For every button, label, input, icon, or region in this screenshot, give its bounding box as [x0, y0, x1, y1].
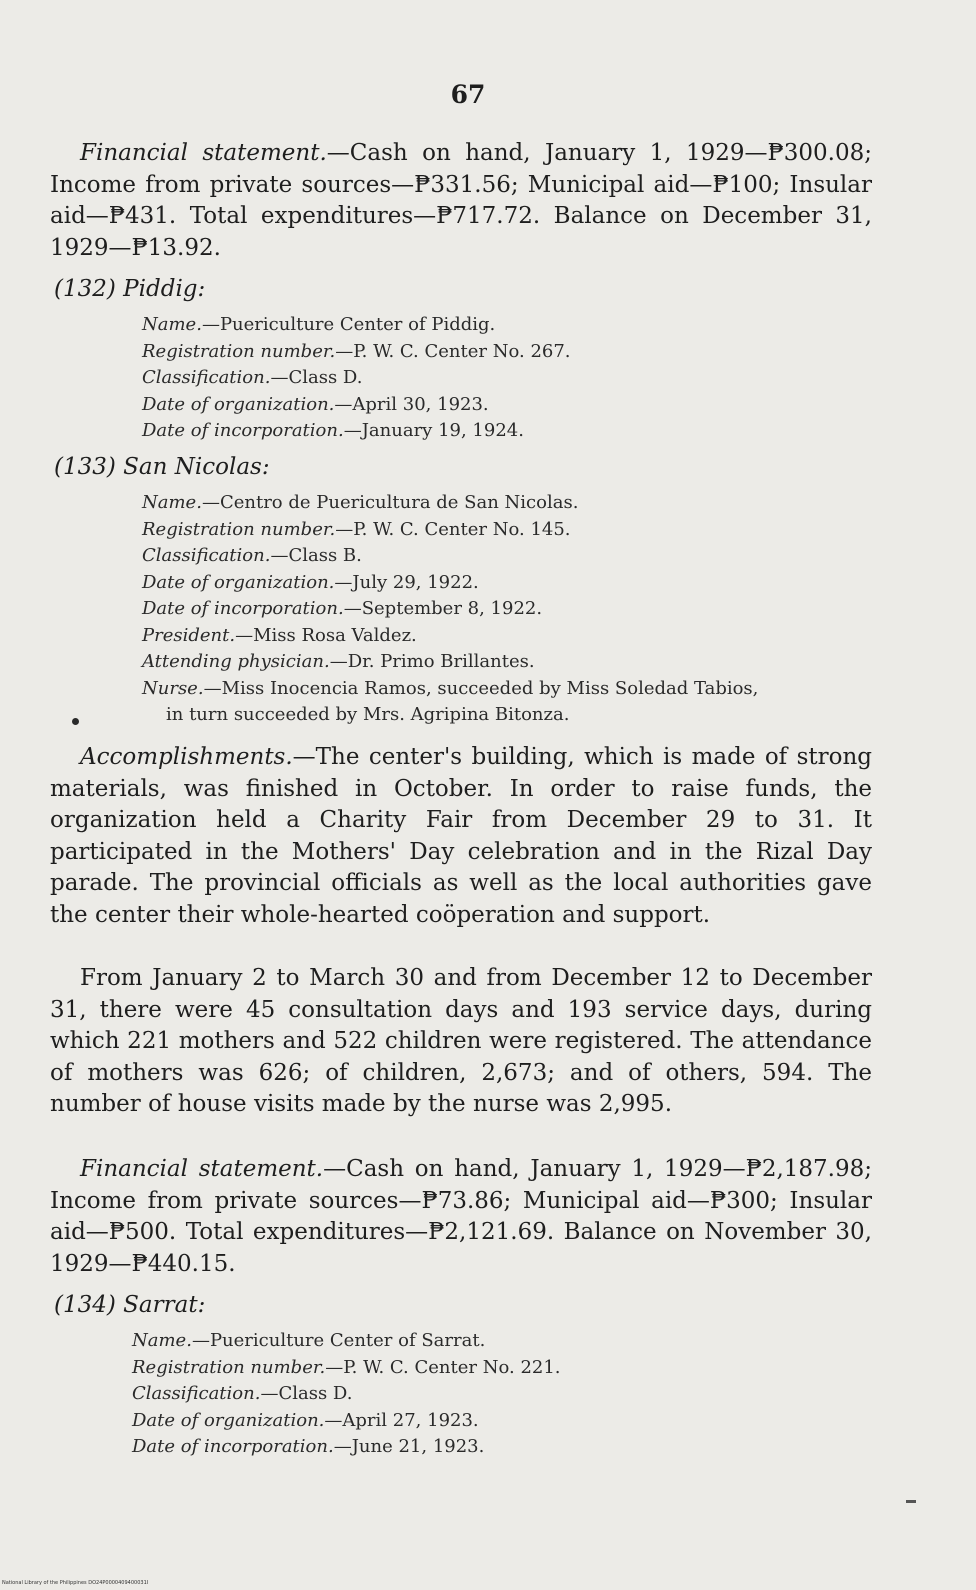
entry-value: —P. W. C. Center No. 267.: [335, 340, 571, 362]
entry-registration: [142, 517, 882, 544]
entry-name: [132, 1328, 872, 1355]
entry-registration: [142, 339, 882, 366]
entry-label: Classification.: [132, 1383, 261, 1404]
paragraph-text: —Cash on hand, January 1, 1929—₱300.08; Income from private sources—₱331.56; Municipal aid—₱100; Insular aid—₱431. Total expenditures—₱717.72. Balance on December 31, 1929—₱13.92.: [50, 140, 873, 261]
entry-value: —P. W. C. Center No. 145.: [335, 518, 571, 540]
entry-registration: [132, 1355, 872, 1382]
entry-label: Date of organization.: [132, 1409, 325, 1431]
entry-incorporation-date: [142, 418, 882, 445]
entry-label: Date of incorporation.: [142, 598, 344, 619]
section-number: (132): [54, 276, 116, 302]
entry-classification: [142, 543, 882, 570]
paragraph-lead: Accomplishments.: [80, 744, 293, 770]
section-title: Sarrat:: [123, 1292, 206, 1318]
entry-organization-date: [142, 392, 882, 419]
entry-label: Name.: [142, 492, 202, 513]
section-number: (134): [54, 1292, 116, 1318]
entry-value: —P. W. C. Center No. 221.: [325, 1356, 561, 1378]
entries-132: [142, 312, 882, 445]
entry-classification: [132, 1381, 872, 1408]
entry-value: —Class D.: [270, 367, 363, 388]
paragraph-text: —Cash on hand, January 1, 1929—₱2,187.98; Income from private sources—₱73.86; Municipal aid—₱300; Insular aid—₱500. Total expenditures—₱2,121.69. Balance on November 30, 1929—₱440.15.: [50, 1156, 873, 1277]
section-number: (133): [54, 454, 116, 480]
entry-label: Date of organization.: [142, 393, 335, 415]
statistics-paragraph: [50, 963, 872, 1121]
accomplishments-paragraph: [50, 742, 872, 932]
section-title: San Nicolas:: [123, 454, 270, 480]
margin-dash-mark: [906, 1500, 916, 1503]
page-number: 67: [450, 80, 486, 109]
entry-name: [142, 312, 882, 339]
margin-dot-mark: [72, 718, 79, 725]
entry-label: Classification.: [142, 367, 271, 388]
entry-incorporation-date: [142, 596, 882, 623]
paragraph-text: —The center's building, which is made of strong materials, was finished in October. In order to raise funds, the organization held a Charity Fair from December 29 to 31. It participated in the Mothers' Day celebration and in the Rizal Day parade. The provincial officials as well as the local authorities gave the center their whole-hearted coöperation and support.: [50, 744, 872, 928]
entry-value: —April 30, 1923.: [334, 393, 489, 415]
section-title: Piddig:: [123, 276, 206, 302]
financial-statement-paragraph-2: [50, 1154, 872, 1280]
entry-label: Name.: [142, 314, 202, 335]
entry-label: Date of incorporation.: [132, 1436, 334, 1457]
entry-value: —Dr. Primo Brillantes.: [329, 651, 535, 672]
section-heading-134: [54, 1292, 205, 1318]
entry-value: —January 19, 1924.: [343, 420, 524, 441]
entry-nurse-continuation: in turn succeeded by Mrs. Agripina Bitonza.: [166, 704, 570, 725]
paragraph-text: From January 2 to March 30 and from December 12 to December 31, there were 45 consultation days and 193 service days, during which 221 mothers and 522 children were registered. The attendance of mothers was 626; of children, 2,673; and of others, 594. The number of house visits made by the nurse was 2,995.: [50, 965, 872, 1118]
entry-label: President.: [142, 624, 236, 646]
entry-label: Registration number.: [142, 518, 336, 540]
entry-name: [142, 490, 882, 517]
entry-incorporation-date: [132, 1434, 872, 1461]
entry-label: Date of incorporation.: [142, 420, 344, 441]
entry-organization-date: [142, 570, 882, 597]
archive-footer: National Library of the Philippines DO24P0000409400031I: [2, 1580, 149, 1586]
entry-organization-date: [132, 1408, 872, 1435]
entry-label: Nurse.: [142, 677, 204, 699]
entry-value: —Centro de Puericultura de San Nicolas.: [201, 492, 579, 513]
entry-value: —Class D.: [260, 1383, 353, 1404]
entry-value: —April 27, 1923.: [324, 1409, 479, 1431]
entry-value: —Miss Rosa Valdez.: [235, 624, 417, 646]
entry-physician: [142, 649, 882, 676]
entry-president: [142, 623, 882, 650]
entry-label: Attending physician.: [142, 651, 330, 672]
entry-value: —June 21, 1923.: [333, 1436, 485, 1457]
entries-133: [142, 490, 882, 729]
financial-statement-paragraph-1: [50, 138, 872, 264]
section-heading-132: [54, 276, 205, 302]
entry-value: —Puericulture Center of Sarrat.: [191, 1330, 486, 1351]
entries-134: [132, 1328, 872, 1461]
entry-value: —Puericulture Center of Piddig.: [201, 314, 496, 335]
entry-label: Registration number.: [132, 1356, 326, 1378]
paragraph-lead: Financial statement.: [80, 1156, 324, 1182]
entry-classification: [142, 365, 882, 392]
entry-value: —Miss Inocencia Ramos, succeeded by Miss Soledad Tabios,: [203, 677, 759, 699]
entry-value: —July 29, 1922.: [334, 571, 479, 593]
entry-label: Classification.: [142, 545, 271, 566]
paragraph-lead: Financial statement.: [80, 140, 327, 166]
entry-value: —September 8, 1922.: [343, 598, 543, 619]
entry-label: Date of organization.: [142, 571, 335, 593]
entry-nurse: [142, 676, 882, 703]
entry-value: —Class B.: [270, 545, 362, 566]
entry-label: Registration number.: [142, 340, 336, 362]
section-heading-133: [54, 454, 270, 480]
entry-label: Name.: [132, 1330, 192, 1351]
